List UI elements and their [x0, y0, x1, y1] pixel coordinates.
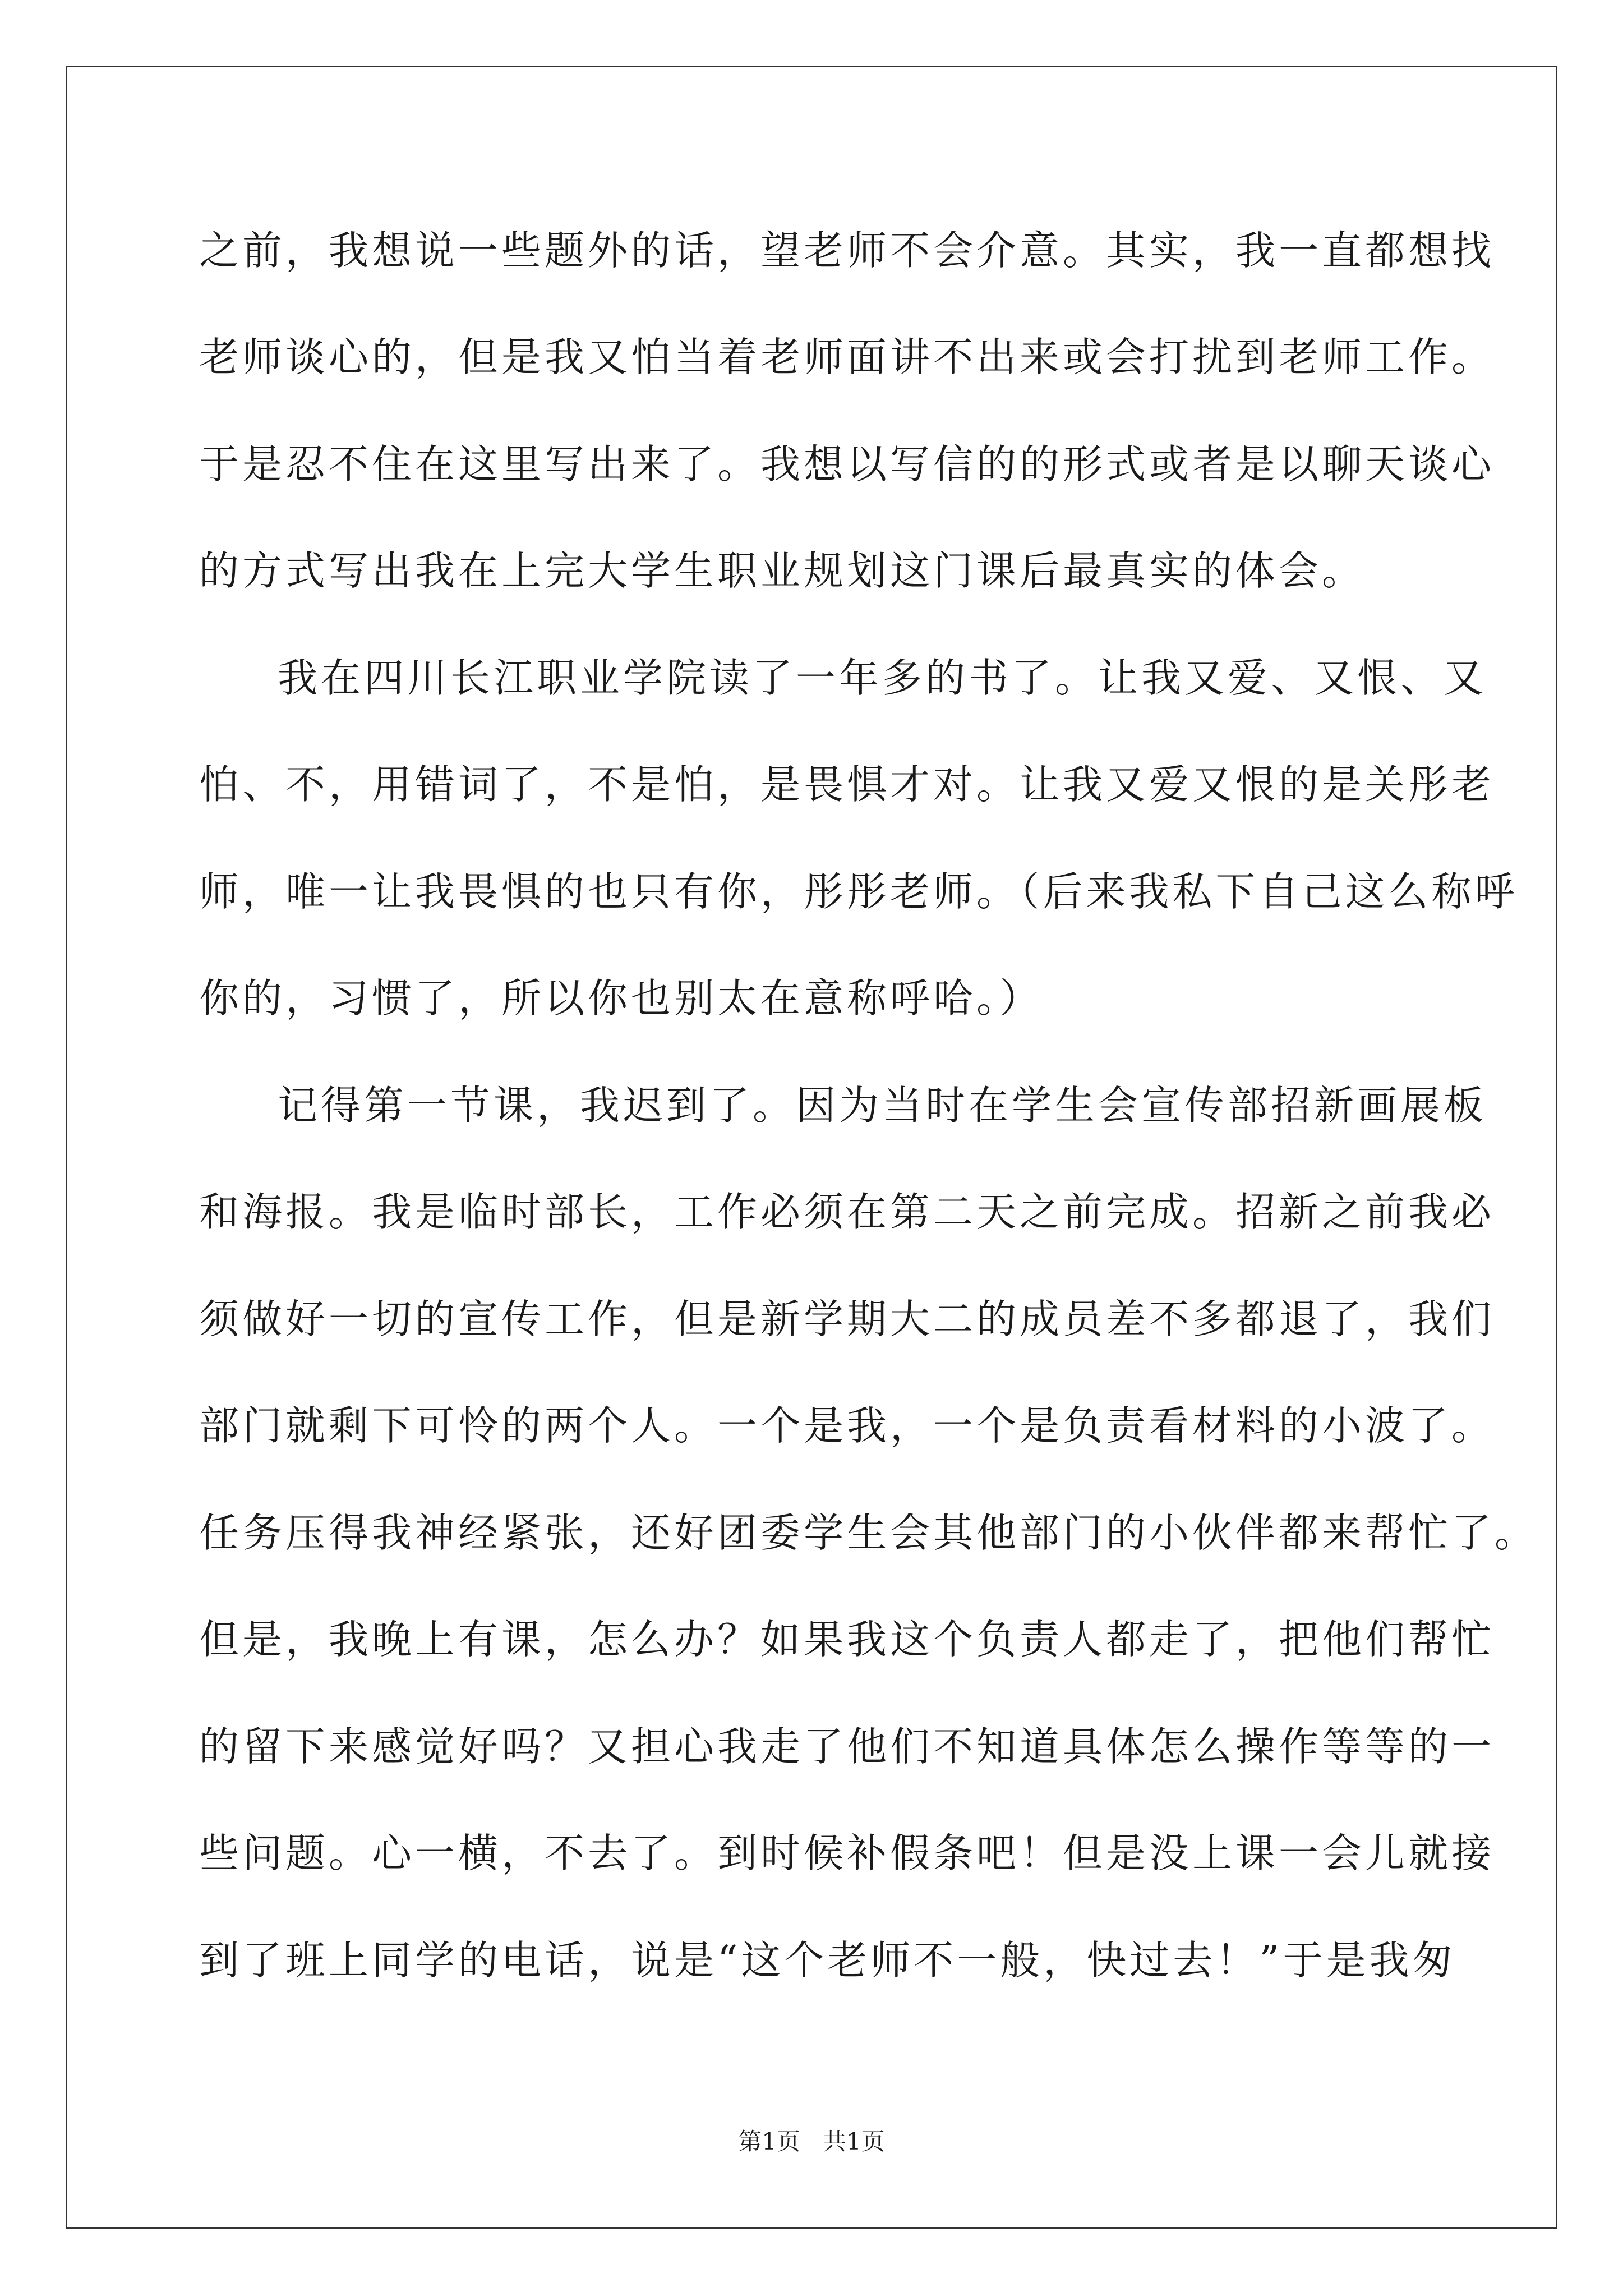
page-footer [0, 2125, 1623, 2159]
text-line: 的方式写出我在上完大学生职业规划这门课后最真实的体会。 [199, 547, 1366, 594]
paragraph-start-line: 我在四川长江职业学院读了一年多的书了。让我又爱、又恨、又 [278, 655, 1487, 701]
paragraph-start-line: 记得第一节课，我迟到了。因为当时在学生会宣传部招新画展板 [278, 1082, 1487, 1129]
text-line: 和海报。我是临时部长，工作必须在第二天之前完成。招新之前我必 [199, 1189, 1495, 1235]
page-total: 共1页 [823, 2128, 885, 2155]
text-line: 但是，我晚上有课，怎么办？如果我这个负责人都走了，把他们帮忙 [199, 1616, 1495, 1663]
text-line: 怕、不，用错词了，不是怕，是畏惧才对。让我又爱又恨的是关彤老 [199, 761, 1495, 808]
text-line: 的留下来感觉好吗？又担心我走了他们不知道具体怎么操作等等的一 [199, 1723, 1495, 1770]
text-line: 师，唯一让我畏惧的也只有你，彤彤老师。（后来我私下自己这么称呼 [199, 868, 1518, 915]
text-line: 须做好一切的宣传工作，但是新学期大二的成员差不多都退了，我们 [199, 1296, 1495, 1342]
page-number: 第1页 [738, 2128, 800, 2155]
text-line: 到了班上同学的电话，说是“这个老师不一般，快过去！”于是我匆 [199, 1937, 1456, 1984]
page-border [66, 66, 1557, 2229]
text-line: 你的，习惯了，所以你也别太在意称呼哈。） [199, 975, 1043, 1022]
text-line: 老师谈心的，但是我又怕当着老师面讲不出来或会打扰到老师工作。 [199, 334, 1495, 380]
text-line: 之前，我想说一些题外的话，望老师不会介意。其实，我一直都想找 [199, 227, 1495, 274]
text-line: 于是忍不住在这里写出来了。我想以写信的的形式或者是以聊天谈心 [199, 441, 1495, 487]
text-line: 任务压得我神经紧张，还好团委学生会其他部门的小伙伴都来帮忙了。 [199, 1510, 1538, 1556]
text-line: 部门就剩下可怜的两个人。一个是我，一个是负责看材料的小波了。 [199, 1402, 1495, 1449]
text-line: 些问题。心一横，不去了。到时候补假条吧！但是没上课一会儿就接 [199, 1830, 1495, 1876]
